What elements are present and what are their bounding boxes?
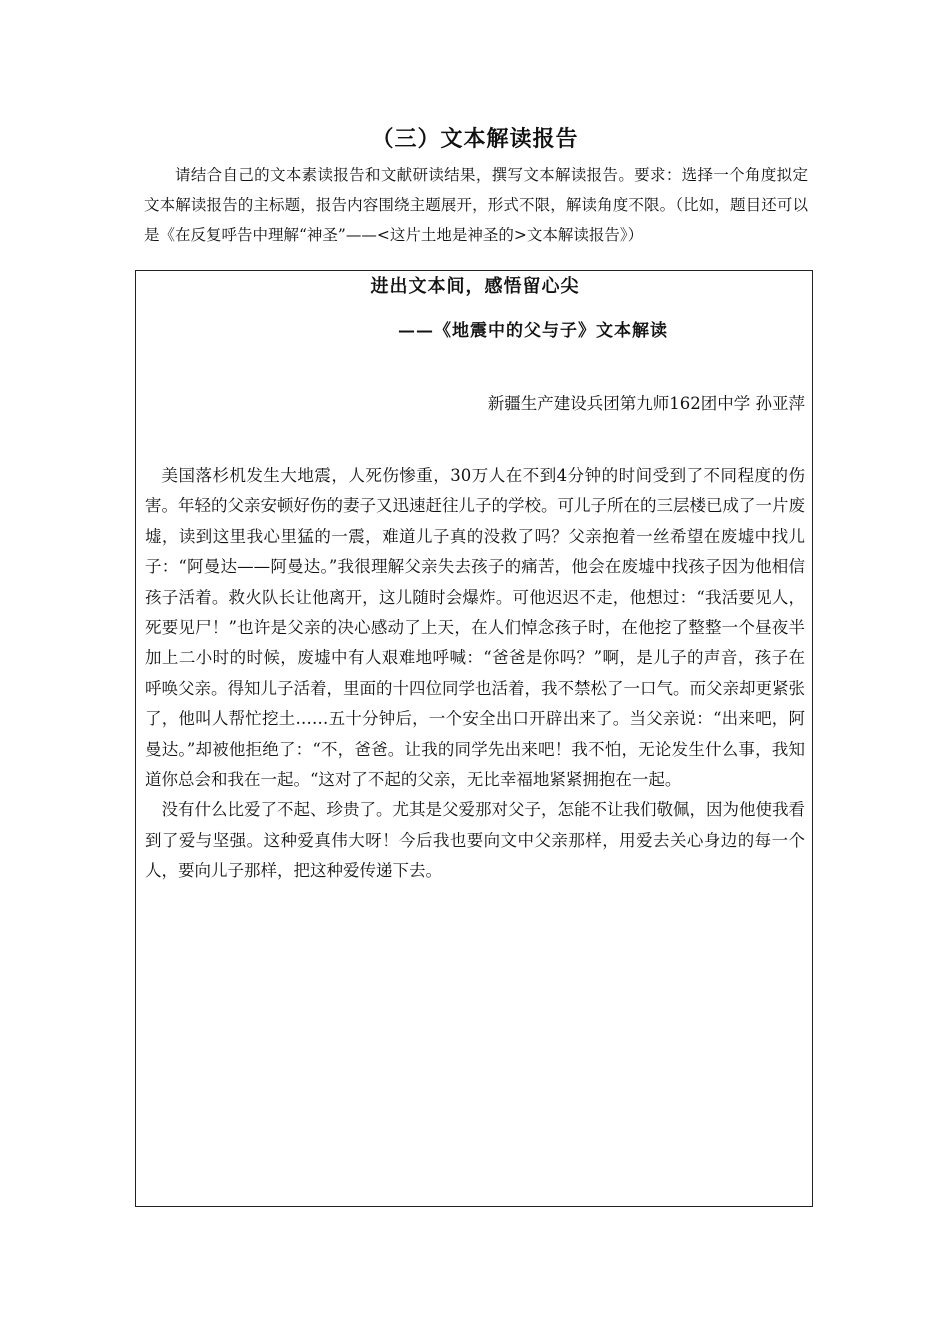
instruction-paragraph: 请结合自己的文本素读报告和文献研读结果，撰写文本解读报告。要求：选择一个角度拟定文本解读报告的主标题，报告内容围绕主题展开，形式不限，解读角度不限。（比如，题目还可以是《在反复呼告中理解“神圣”——<这片土地是神圣的>文本解读报告》） — [144, 166, 808, 244]
instruction-text — [144, 160, 808, 250]
page-title: （三）文本解读报告 — [371, 126, 579, 152]
essay-paragraph: 没有什么比爱了不起、珍贵了。尤其是父爱那对父子，怎能不让我们敬佩，因为他使我看到了爱与坚强。这种爱真伟大呀！今后我也要向文中父亲那样，用爱去关心身边的每一个人，要向儿子那样，把这种爱传递下去。 — [145, 800, 805, 881]
author-line: 新疆生产建设兵团第九师162团中学 孙亚萍 — [487, 394, 805, 413]
essay-paragraph: 美国落杉机发生大地震，人死伤惨重，30万人在不到4分钟的时间受到了不同程度的伤害。年轻的父亲安顿好伤的妻子又迅速赶往儿子的学校。可儿子所在的三层楼已成了一片废墟，读到这里我心里猛的一震，难道儿子真的没救了吗？父亲抱着一丝希望在废墟中找儿子：“阿曼达——阿曼达。”我很理解父亲失去孩子的痛苦，他会在废墟中找孩子因为他相信孩子活着。救火队长让他离开，这儿随时会爆炸。可他迟迟不走，他想过：“我活要见人，死要见尸！”也许是父亲的决心感动了上天，在人们悼念孩子时，在他挖了整整一个昼夜半加上二小时的时候，废墟中有人艰难地呼喊：“爸爸是你吗？”啊，是儿子的声音，孩子在呼唤父亲。得知儿子活着，里面的十四位同学也活着，我不禁松了一口气。而父亲却更紧张了，他叫人帮忙挖土……五十分钟后，一个安全出口开辟出来了。当父亲说：“出来吧，阿曼达。”却被他拒绝了：“不，爸爸。让我的同学先出来吧！我不怕，无论发生什么事，我知道你总会和我在一起。“这对了不起的父亲，无比幸福地紧紧拥抱在一起。 — [145, 466, 805, 790]
essay-title: 进出文本间，感悟留心尖 — [370, 276, 580, 297]
essay-subtitle: ——《地震中的父与子》文本解读 — [398, 321, 668, 341]
essay-body — [145, 461, 805, 887]
